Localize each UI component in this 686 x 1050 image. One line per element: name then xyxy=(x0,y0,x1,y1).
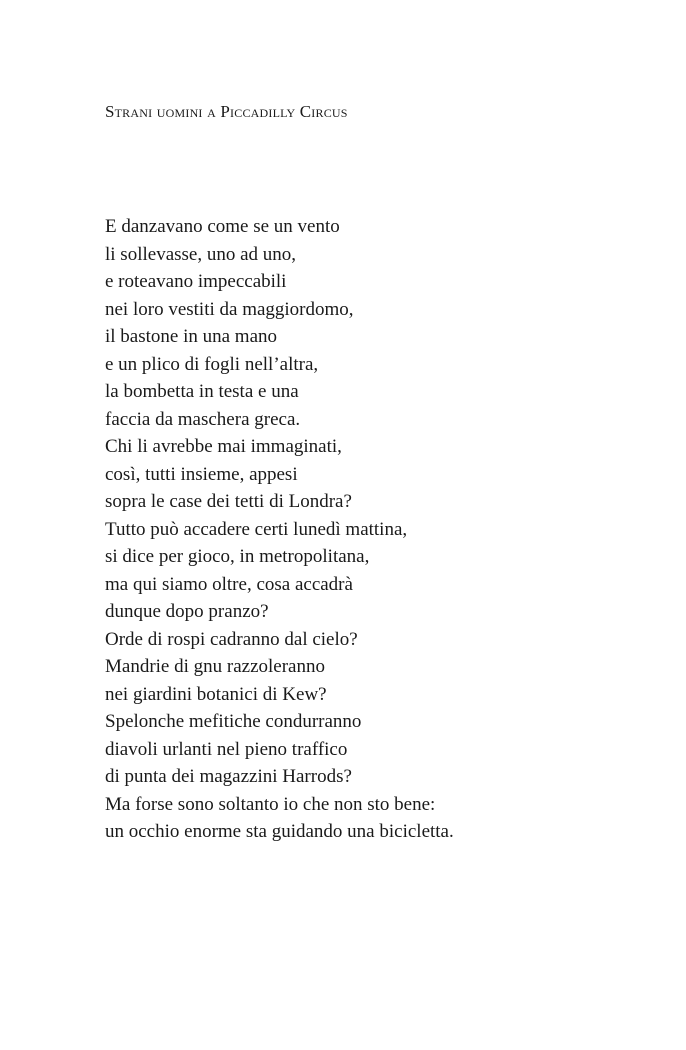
poem-line: la bombetta in testa e una xyxy=(105,381,299,402)
poem-line: ma qui siamo oltre, cosa accadrà xyxy=(105,573,353,595)
poem-line: il bastone in una mano xyxy=(105,326,278,347)
poem-line: faccia da maschera greca. xyxy=(105,408,301,430)
poem-line: un occhio enorme sta guidando una bicicletta. xyxy=(105,821,454,842)
poem-line: Spelonche mefitiche condurranno xyxy=(105,711,362,732)
poem-line: diavoli urlanti nel pieno traffico xyxy=(105,738,348,760)
poem-line: li sollevasse, uno ad uno, xyxy=(105,243,297,265)
poem-line: nei giardini botanici di Kew? xyxy=(105,683,327,705)
poem-line: Mandrie di gnu razzoleranno xyxy=(105,656,325,677)
poem-line: sopra le case dei tetti di Londra? xyxy=(105,491,352,512)
poem-line: Chi li avrebbe mai immaginati, xyxy=(105,436,342,457)
poem-line: e roteavano impeccabili xyxy=(105,271,287,292)
poem-line: così, tutti insieme, appesi xyxy=(105,463,298,485)
poem-line: si dice per gioco, in metropolitana, xyxy=(105,546,370,567)
poem-body xyxy=(105,213,454,846)
poem-line: Ma forse sono soltanto io che non sto bene: xyxy=(105,793,436,815)
poem-line: di punta dei magazzini Harrods? xyxy=(105,766,352,787)
poem-line: Tutto può accadere certi lunedì mattina, xyxy=(105,518,408,540)
poem-line: Orde di rospi cadranno dal cielo? xyxy=(105,628,358,650)
poem-line: e un plico di fogli nell’altra, xyxy=(105,353,319,375)
poem-line: nei loro vestiti da maggiordomo, xyxy=(105,298,354,320)
poem-title: Strani uomini a Piccadilly Circus xyxy=(105,102,348,121)
poem-line: E danzavano come se un vento xyxy=(105,216,340,237)
poem-line: dunque dopo pranzo? xyxy=(105,601,269,622)
